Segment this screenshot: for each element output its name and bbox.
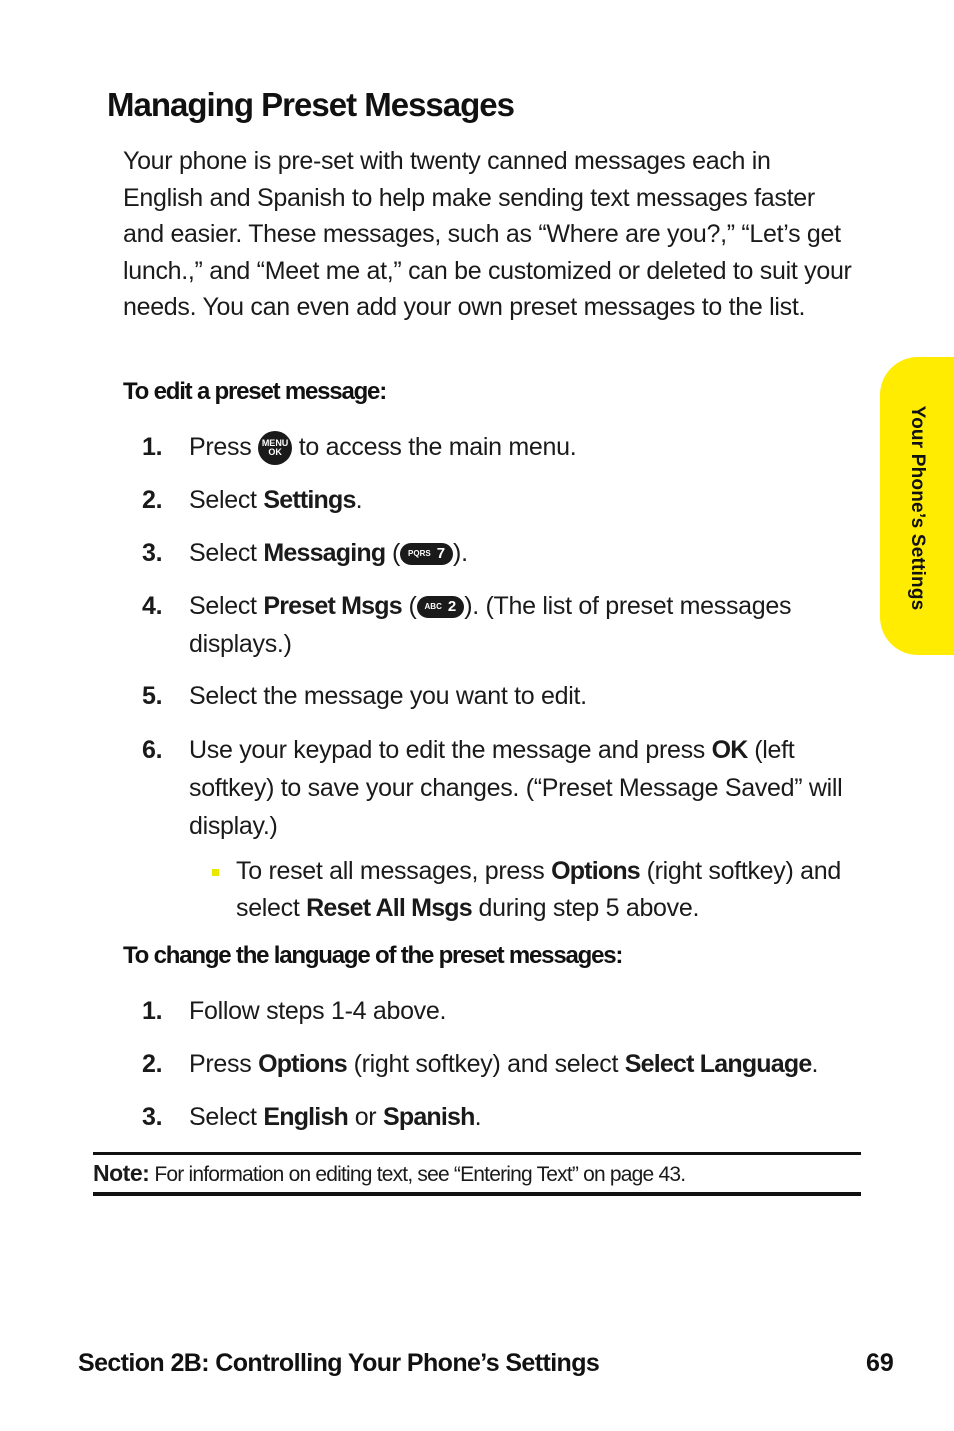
edit-step-2 [142,481,857,519]
note-top-rule [93,1152,861,1155]
note-box [93,1157,861,1191]
key-label-bottom: OK [268,447,282,458]
key-letters: PQRS [408,549,431,559]
menu-option-reset-all-msgs: Reset All Msgs [306,893,472,922]
edit-step-1 [142,428,857,466]
menu-option-messaging: Messaging [263,539,386,567]
key-digit: 2 [447,598,457,616]
step-text: ). [453,539,468,567]
footer-section-title: Section 2B: Controlling Your Phone’s Settings [78,1349,600,1377]
key-2-icon [417,596,465,618]
step-text: (left softkey) to save your changes. (“Preset Message Saved” will display.) [189,736,843,840]
menu-option-preset-msgs: Preset Msgs [263,592,402,620]
key-label-top: MENU [261,438,289,449]
edit-section-heading: To edit a preset message: [123,378,386,405]
softkey-options: Options [551,857,640,885]
step-text: Use your keypad to edit the message and press [189,736,705,764]
step-text: ( [408,592,417,620]
step-text: Select [189,592,257,620]
step-number: 3. [142,1103,163,1131]
note-label: Note: [93,1160,150,1186]
step-number: 1. [142,997,163,1025]
step-text: . [474,1103,482,1131]
step-number: 3. [142,539,163,567]
reset-tip [212,853,852,926]
step-text: Select [189,539,257,567]
step-text: Press [189,1050,252,1078]
step-number: 2. [142,486,163,514]
menu-option-select-language: Select Language [624,1050,812,1078]
step-text: ). (The list of preset messages displays.) [189,592,792,658]
intro-paragraph: Your phone is pre-set with twenty canned messages each in English and Spanish to help make sending text messages faster and easier. These messages, such as “Where are you?,” “Let’s get lunch.,” and “Meet me at,” can be customized or deleted to suit your needs. You can even add your own preset messages to the list. [123,147,852,322]
edit-step-6 [142,731,857,845]
step-number: 6. [142,736,163,764]
key-digit: 7 [436,545,446,563]
language-step-2 [142,1045,857,1083]
softkey-ok: OK [711,736,748,764]
option-english: English [263,1103,349,1131]
step-text: Select the message you want to edit. [189,682,587,710]
note-text: For information on editing text, see “Entering Text” on page 43. [154,1163,686,1186]
footer-page-number: 69 [866,1349,894,1377]
language-step-3 [142,1098,857,1136]
step-text: . [811,1050,819,1078]
edit-step-5 [142,677,857,715]
step-number: 4. [142,592,163,620]
menu-option-settings: Settings [263,486,356,514]
tip-text: To reset all messages, press [236,857,545,885]
tip-text: during step 5 above. [478,893,700,922]
step-number: 5. [142,682,163,710]
softkey-options: Options [258,1050,347,1078]
step-number: 2. [142,1050,163,1078]
note-bottom-rule [93,1192,861,1196]
step-text: . [355,486,363,514]
language-step-1 [142,992,857,1030]
tip-text: (right softkey) and select [236,857,841,922]
step-text: ( [392,539,401,567]
step-text: Select [189,1103,257,1131]
step-text: (right softkey) and select [353,1050,619,1078]
step-text: Press [189,433,252,461]
side-tab-label: Your Phone’s Settings [907,405,928,611]
page-title: Managing Preset Messages [107,86,514,123]
option-spanish: Spanish [382,1103,475,1131]
step-text: or [354,1103,377,1131]
step-text: Select [189,486,257,514]
step-text: to access the main menu. [298,433,577,461]
key-7-icon [400,543,453,565]
edit-step-4 [142,587,857,663]
bullet-square-icon [212,869,219,876]
step-number: 1. [142,433,163,461]
menu-ok-key-icon [258,431,292,465]
step-text: Follow steps 1-4 above. [189,997,447,1025]
language-section-heading: To change the language of the preset messages: [123,942,623,969]
key-letters: ABC [424,602,442,612]
edit-step-3 [142,534,857,572]
